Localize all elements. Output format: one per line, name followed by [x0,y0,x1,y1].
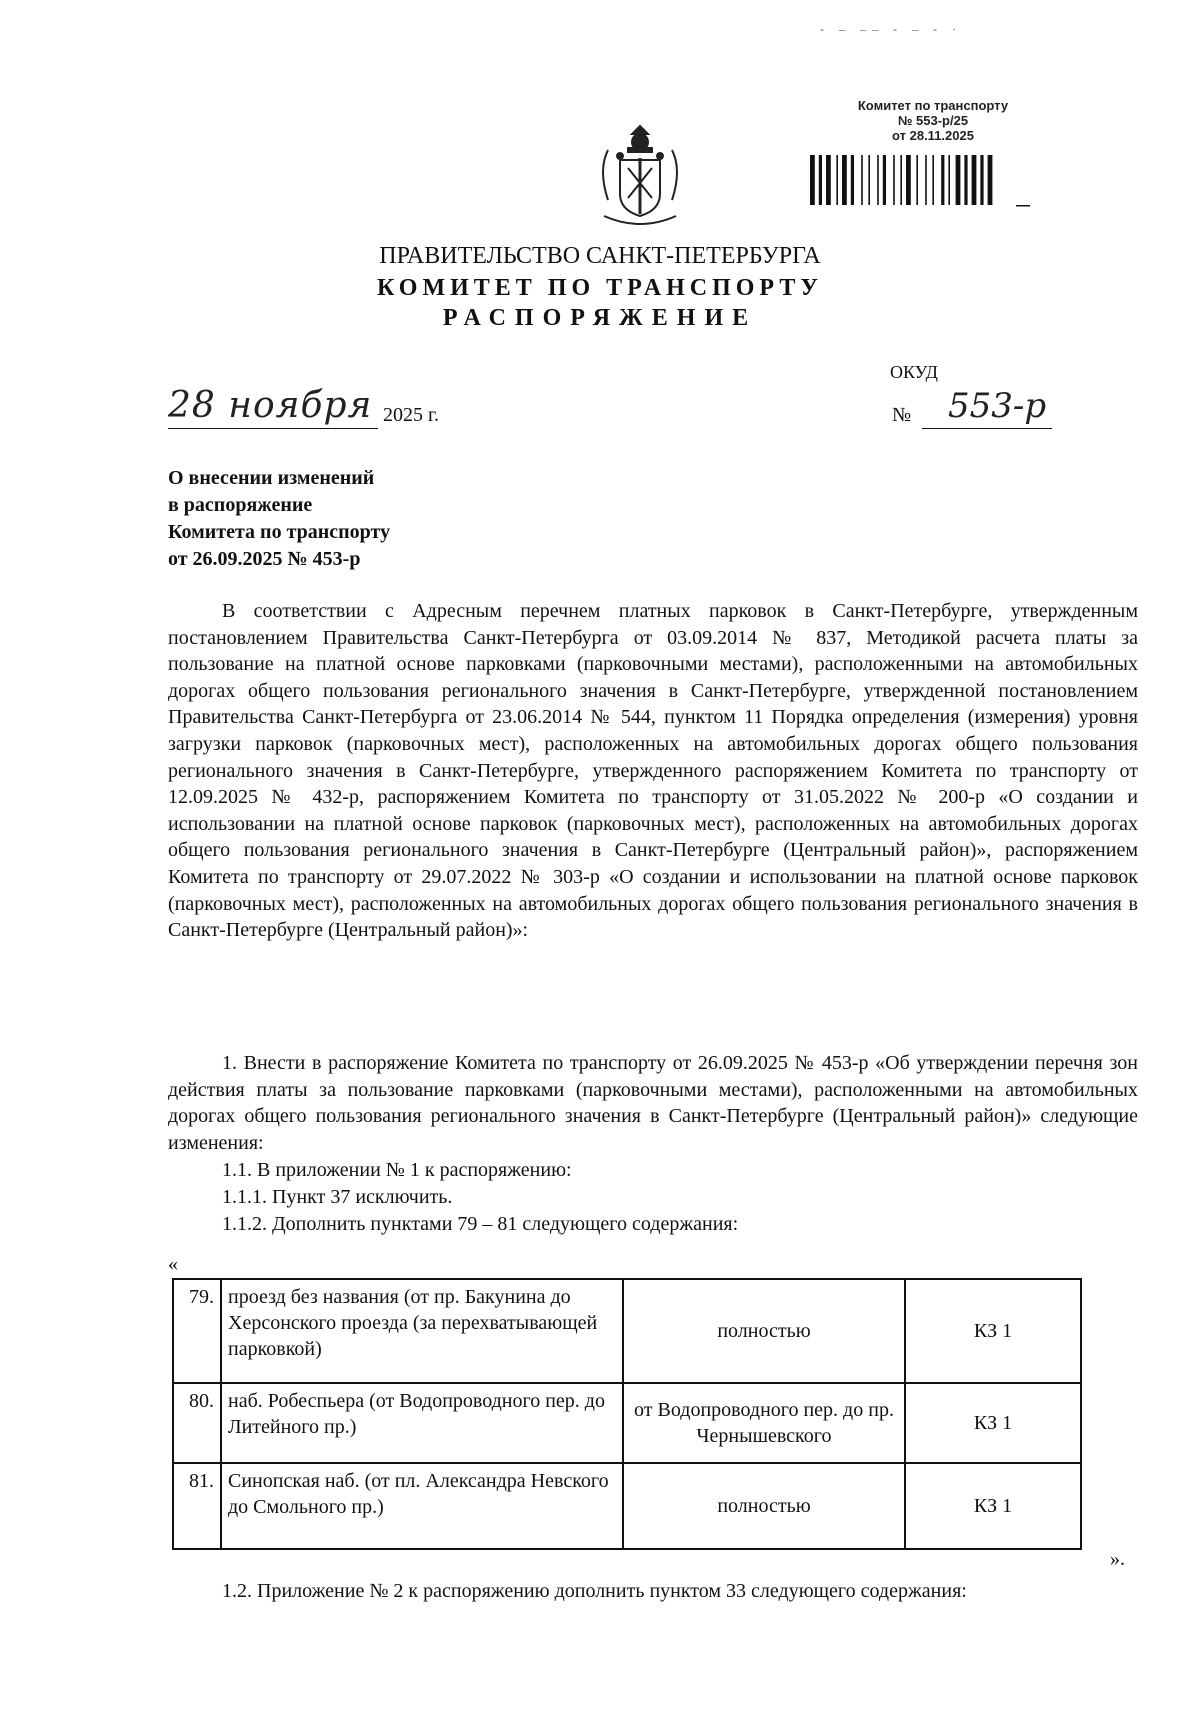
document-title [168,465,468,573]
number-sign: № [892,404,912,426]
street-name: Синопская наб. (от пл. Александра Невского до Смольного пр.) [221,1463,623,1549]
street-extent: от Водопроводного пер. до пр. Чернышевского [623,1383,905,1463]
number-handwritten: 553-р [948,386,1047,426]
date-underline [168,428,378,429]
quote-open: « [168,1253,178,1275]
stamp-line-3: от 28.11.2025 [892,128,974,143]
row-number: 79. [173,1279,221,1383]
street-extent: полностью [623,1279,905,1383]
preamble-paragraph: В соответствии с Адресным перечнем платных парковок в Санкт-Петербурге, утвержденным постановлением Правительства Санкт-Петербурга от 03.09.2014 № 837, Методикой расчета платы за пользование на платной основе парковками (парковочными местами), расположенными на автомобильных дорогах общего пользования регионального значения в Санкт-Петербурге, утвержденной постановлением Правительства Санкт-Петербурга от 23.06.2014 № 544, пунктом 11 Порядка определения (измерения) уровня загрузки парковок (парковочных мест), расположенных на автомобильных дорогах общего пользования регионального значения в Санкт-Петербурге, утвержденного распоряжением Комитета по транспорту от 12.09.2025 № 432-р, распоряжением Комитета по транспорту от 31.05.2022 № 200-р «О создании и использовании на платной основе парковок (парковочных мест), расположенных на автомобильных дорогах общего пользования регионального значения в Санкт-Петербурге (Центральный район)», распоряжением Комитета по транспорту от 29.07.2022 № 303-р «О создании и использовании на платной основе парковок (парковочных мест), расположенных на автомобильных дорогах общего пользования регионального значения в Санкт-Петербурге (Центральный район)»: [168,600,1138,942]
government-heading: ПРАВИТЕЛЬСТВО САНКТ-ПЕТЕРБУРГА [379,243,821,269]
title-line: Комитета по транспорту [168,521,391,543]
table-row [173,1279,1081,1383]
zone-code: КЗ 1 [905,1463,1081,1549]
stamp-line-2: № 553-р/25 [897,113,969,128]
street-name: проезд без названия (от пр. Бакунина до Херсонского проезда (за перехватывающей парковкой) [221,1279,623,1383]
quote-close: ». [1110,1548,1125,1570]
table-row [173,1383,1081,1463]
item-1-paragraph: 1. Внести в распоряжение Комитета по транспорту от 26.09.2025 № 453-р «Об утверждении перечня зон действия платы за пользование парковками (парковочными местами), расположенными на автомобильных дорогах общего пользования регионального значения в Санкт-Петербурге (Центральный район)» следующие изменения: [168,1052,1138,1154]
item-1-1-2: 1.1.2. Дополнить пунктами 79 – 81 следующего содержания: [222,1213,739,1235]
title-line: О внесении изменений [168,467,375,489]
date-handwritten: 28 ноября [168,385,373,426]
registration-stamp [818,98,1048,143]
row-number: 81. [173,1463,221,1549]
item-1-1: 1.1. В приложении № 1 к распоряжению: [222,1159,572,1181]
stamp-line-1: Комитет по транспорту [857,98,1009,113]
street-extent: полностью [623,1463,905,1549]
title-line: в распоряжение [168,494,313,516]
amendment-table [172,1278,1082,1550]
scan-artifacts: ‐ ‒ ‒‒ ‐ ‒ ‐ · [820,22,962,36]
table-row [173,1463,1081,1549]
street-name: наб. Робеспьера (от Водопроводного пер. до Литейного пр.) [221,1383,623,1463]
zone-code: КЗ 1 [905,1383,1081,1463]
item-1-1-1: 1.1.1. Пункт 37 исключить. [222,1186,453,1208]
coat-of-arms-emblem [590,120,690,230]
barcode [810,155,1030,213]
number-underline [922,428,1052,429]
date-year: 2025 г. [383,404,439,426]
okud-label: ОКУД [890,362,938,382]
committee-heading: КОМИТЕТ ПО ТРАНСПОРТУ [377,275,823,301]
document-type-heading: РАСПОРЯЖЕНИЕ [442,305,758,331]
row-number: 80. [173,1383,221,1463]
title-line: от 26.09.2025 № 453-р [168,548,361,570]
item-1-2: 1.2. Приложение № 2 к распоряжению дополнить пунктом 33 следующего содержания: [222,1580,967,1602]
zone-code: КЗ 1 [905,1279,1081,1383]
